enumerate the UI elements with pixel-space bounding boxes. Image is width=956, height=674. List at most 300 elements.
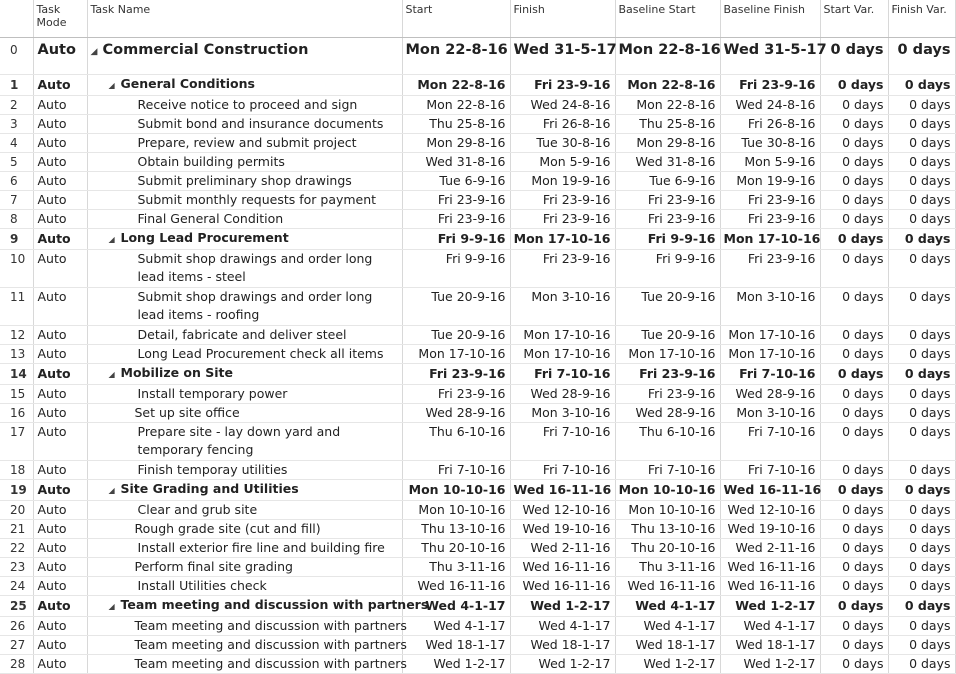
collapse-triangle-icon[interactable]: ◢ xyxy=(108,486,115,495)
start-variance-cell[interactable]: 0 days xyxy=(820,636,888,655)
baseline-finish-cell[interactable]: Fri 23-9-16 xyxy=(720,210,820,229)
task-name-cell[interactable] xyxy=(87,636,407,655)
task-name-cell[interactable] xyxy=(87,364,402,385)
start-cell[interactable]: Tue 20-9-16 xyxy=(402,288,510,326)
row-id[interactable]: 17 xyxy=(0,423,33,461)
task-mode-cell[interactable]: Auto xyxy=(33,461,87,480)
baseline-start-cell[interactable]: Mon 17-10-16 xyxy=(615,345,720,364)
task-name-cell[interactable] xyxy=(87,75,402,96)
finish-variance-cell[interactable]: 0 days xyxy=(888,596,955,617)
baseline-start-cell[interactable]: Wed 4-1-17 xyxy=(615,617,720,636)
row-id[interactable]: 15 xyxy=(0,385,33,404)
finish-variance-cell[interactable]: 0 days xyxy=(888,520,955,539)
finish-variance-cell[interactable]: 0 days xyxy=(888,461,955,480)
column-header-finish-variance[interactable]: Finish Var. xyxy=(888,0,955,38)
task-name-cell[interactable] xyxy=(87,134,402,153)
collapse-triangle-icon[interactable]: ◢ xyxy=(108,602,115,611)
task-mode-cell[interactable]: Auto xyxy=(33,636,87,655)
finish-cell[interactable]: Wed 18-1-17 xyxy=(510,636,615,655)
baseline-finish-cell[interactable]: Wed 16-11-16 xyxy=(720,480,820,501)
start-cell[interactable]: Thu 25-8-16 xyxy=(402,115,510,134)
finish-variance-cell[interactable]: 0 days xyxy=(888,423,955,461)
start-cell[interactable]: Mon 10-10-16 xyxy=(402,480,510,501)
baseline-finish-cell[interactable]: Fri 23-9-16 xyxy=(720,250,820,288)
baseline-finish-cell[interactable]: Wed 19-10-16 xyxy=(720,520,820,539)
baseline-start-cell[interactable]: Fri 23-9-16 xyxy=(615,385,720,404)
row-id[interactable]: 14 xyxy=(0,364,33,385)
baseline-finish-cell[interactable]: Wed 16-11-16 xyxy=(720,558,820,577)
baseline-finish-cell[interactable]: Fri 7-10-16 xyxy=(720,423,820,461)
task-row[interactable] xyxy=(0,558,955,577)
task-mode-cell[interactable]: Auto xyxy=(33,577,87,596)
baseline-start-cell[interactable]: Wed 1-2-17 xyxy=(615,655,720,674)
task-mode-cell[interactable]: Auto xyxy=(33,172,87,191)
baseline-start-cell[interactable]: Wed 4-1-17 xyxy=(615,596,720,617)
row-id[interactable]: 4 xyxy=(0,134,33,153)
finish-variance-cell[interactable]: 0 days xyxy=(888,480,955,501)
task-mode-cell[interactable]: Auto xyxy=(33,404,87,423)
start-variance-cell[interactable]: 0 days xyxy=(820,539,888,558)
task-mode-cell[interactable]: Auto xyxy=(33,520,87,539)
start-cell[interactable]: Fri 9-9-16 xyxy=(402,250,510,288)
finish-cell[interactable]: Mon 3-10-16 xyxy=(510,288,615,326)
row-id[interactable]: 23 xyxy=(0,558,33,577)
start-variance-cell[interactable]: 0 days xyxy=(820,423,888,461)
column-header-start[interactable]: Start xyxy=(402,0,510,38)
task-name-cell[interactable] xyxy=(87,115,402,134)
task-name-cell[interactable] xyxy=(87,501,402,520)
start-cell[interactable]: Wed 4-1-17 xyxy=(402,596,510,617)
start-cell[interactable]: Fri 9-9-16 xyxy=(402,229,510,250)
task-row[interactable] xyxy=(0,191,955,210)
finish-cell[interactable]: Mon 17-10-16 xyxy=(510,326,615,345)
task-mode-cell[interactable]: Auto xyxy=(33,539,87,558)
finish-cell[interactable]: Wed 16-11-16 xyxy=(510,577,615,596)
task-mode-cell[interactable]: Auto xyxy=(33,134,87,153)
finish-variance-cell[interactable]: 0 days xyxy=(888,153,955,172)
row-id[interactable]: 2 xyxy=(0,96,33,115)
task-mode-cell[interactable]: Auto xyxy=(33,326,87,345)
column-header-finish[interactable]: Finish xyxy=(510,0,615,38)
task-name-cell[interactable] xyxy=(87,96,402,115)
baseline-start-cell[interactable]: Fri 23-9-16 xyxy=(615,364,720,385)
start-cell[interactable]: Wed 1-2-17 xyxy=(402,655,510,674)
row-id[interactable]: 20 xyxy=(0,501,33,520)
baseline-start-cell[interactable]: Wed 16-11-16 xyxy=(615,577,720,596)
baseline-start-cell[interactable]: Wed 28-9-16 xyxy=(615,404,720,423)
finish-cell[interactable]: Wed 16-11-16 xyxy=(510,480,615,501)
baseline-finish-cell[interactable]: Mon 17-10-16 xyxy=(720,229,820,250)
finish-variance-cell[interactable]: 0 days xyxy=(888,38,955,75)
baseline-start-cell[interactable]: Tue 20-9-16 xyxy=(615,326,720,345)
task-row[interactable] xyxy=(0,520,955,539)
start-variance-cell[interactable]: 0 days xyxy=(820,404,888,423)
start-variance-cell[interactable]: 0 days xyxy=(820,596,888,617)
baseline-start-cell[interactable]: Mon 22-8-16 xyxy=(615,96,720,115)
task-mode-cell[interactable]: Auto xyxy=(33,596,87,617)
baseline-finish-cell[interactable]: Mon 19-9-16 xyxy=(720,172,820,191)
start-cell[interactable]: Fri 23-9-16 xyxy=(402,191,510,210)
column-header-id[interactable] xyxy=(0,0,33,38)
finish-variance-cell[interactable]: 0 days xyxy=(888,501,955,520)
row-id[interactable]: 6 xyxy=(0,172,33,191)
finish-cell[interactable]: Fri 23-9-16 xyxy=(510,250,615,288)
baseline-start-cell[interactable]: Tue 20-9-16 xyxy=(615,288,720,326)
baseline-start-cell[interactable]: Mon 29-8-16 xyxy=(615,134,720,153)
column-header-start-variance[interactable]: Start Var. xyxy=(820,0,888,38)
task-row[interactable] xyxy=(0,539,955,558)
collapse-triangle-icon[interactable]: ◢ xyxy=(108,370,115,379)
baseline-start-cell[interactable]: Thu 25-8-16 xyxy=(615,115,720,134)
finish-cell[interactable]: Mon 3-10-16 xyxy=(510,404,615,423)
task-name-cell[interactable] xyxy=(87,577,402,596)
baseline-finish-cell[interactable]: Wed 18-1-17 xyxy=(720,636,820,655)
finish-cell[interactable]: Wed 16-11-16 xyxy=(510,558,615,577)
column-header-baseline-start[interactable]: Baseline Start xyxy=(615,0,720,38)
baseline-start-cell[interactable]: Fri 9-9-16 xyxy=(615,250,720,288)
finish-variance-cell[interactable]: 0 days xyxy=(888,617,955,636)
task-mode-cell[interactable]: Auto xyxy=(33,96,87,115)
finish-variance-cell[interactable]: 0 days xyxy=(888,577,955,596)
task-mode-cell[interactable]: Auto xyxy=(33,345,87,364)
finish-cell[interactable]: Wed 1-2-17 xyxy=(510,596,615,617)
start-cell[interactable]: Wed 28-9-16 xyxy=(402,404,510,423)
start-cell[interactable]: Thu 6-10-16 xyxy=(402,423,510,461)
task-mode-cell[interactable]: Auto xyxy=(33,558,87,577)
finish-cell[interactable]: Wed 4-1-17 xyxy=(510,617,615,636)
row-id[interactable]: 21 xyxy=(0,520,33,539)
baseline-start-cell[interactable]: Mon 22-8-16 xyxy=(615,38,720,75)
start-variance-cell[interactable]: 0 days xyxy=(820,655,888,674)
task-name-cell[interactable] xyxy=(87,617,407,636)
row-id[interactable]: 18 xyxy=(0,461,33,480)
task-row[interactable] xyxy=(0,229,955,250)
start-cell[interactable]: Mon 22-8-16 xyxy=(402,75,510,96)
start-cell[interactable]: Mon 10-10-16 xyxy=(402,501,510,520)
task-row[interactable] xyxy=(0,96,955,115)
baseline-finish-cell[interactable]: Mon 17-10-16 xyxy=(720,326,820,345)
finish-variance-cell[interactable]: 0 days xyxy=(888,636,955,655)
baseline-finish-cell[interactable]: Mon 17-10-16 xyxy=(720,345,820,364)
column-header-baseline-finish[interactable]: Baseline Finish xyxy=(720,0,820,38)
start-cell[interactable]: Thu 3-11-16 xyxy=(402,558,510,577)
start-cell[interactable]: Mon 29-8-16 xyxy=(402,134,510,153)
finish-cell[interactable]: Fri 23-9-16 xyxy=(510,191,615,210)
baseline-start-cell[interactable]: Thu 6-10-16 xyxy=(615,423,720,461)
task-name-cell[interactable] xyxy=(87,326,402,345)
task-row[interactable] xyxy=(0,385,955,404)
finish-cell[interactable]: Fri 26-8-16 xyxy=(510,115,615,134)
baseline-start-cell[interactable]: Fri 23-9-16 xyxy=(615,210,720,229)
task-name-cell[interactable] xyxy=(87,345,402,364)
start-variance-cell[interactable]: 0 days xyxy=(820,480,888,501)
task-mode-cell[interactable]: Auto xyxy=(33,480,87,501)
row-id[interactable]: 12 xyxy=(0,326,33,345)
finish-variance-cell[interactable]: 0 days xyxy=(888,75,955,96)
finish-variance-cell[interactable]: 0 days xyxy=(888,191,955,210)
task-name-cell[interactable] xyxy=(87,172,402,191)
task-mode-cell[interactable]: Auto xyxy=(33,153,87,172)
finish-cell[interactable]: Wed 1-2-17 xyxy=(510,655,615,674)
row-id[interactable]: 19 xyxy=(0,480,33,501)
task-row[interactable] xyxy=(0,423,955,461)
collapse-triangle-icon[interactable]: ◢ xyxy=(90,47,98,57)
start-variance-cell[interactable]: 0 days xyxy=(820,364,888,385)
row-id[interactable]: 24 xyxy=(0,577,33,596)
task-row[interactable] xyxy=(0,345,955,364)
start-cell[interactable]: Wed 31-8-16 xyxy=(402,153,510,172)
finish-variance-cell[interactable]: 0 days xyxy=(888,210,955,229)
task-row[interactable] xyxy=(0,480,955,501)
task-mode-cell[interactable]: Auto xyxy=(33,191,87,210)
task-mode-cell[interactable]: Auto xyxy=(33,229,87,250)
finish-cell[interactable]: Mon 17-10-16 xyxy=(510,229,615,250)
finish-cell[interactable]: Wed 19-10-16 xyxy=(510,520,615,539)
baseline-finish-cell[interactable]: Wed 31-5-17 xyxy=(720,38,820,75)
task-mode-cell[interactable]: Auto xyxy=(33,501,87,520)
baseline-finish-cell[interactable]: Fri 23-9-16 xyxy=(720,191,820,210)
task-name-cell[interactable] xyxy=(87,229,402,250)
baseline-finish-cell[interactable]: Fri 26-8-16 xyxy=(720,115,820,134)
task-row[interactable] xyxy=(0,655,955,674)
baseline-finish-cell[interactable]: Wed 28-9-16 xyxy=(720,385,820,404)
start-variance-cell[interactable]: 0 days xyxy=(820,38,888,75)
start-variance-cell[interactable]: 0 days xyxy=(820,326,888,345)
finish-variance-cell[interactable]: 0 days xyxy=(888,288,955,326)
start-cell[interactable]: Fri 23-9-16 xyxy=(402,385,510,404)
row-id[interactable]: 0 xyxy=(0,38,33,75)
finish-variance-cell[interactable]: 0 days xyxy=(888,655,955,674)
baseline-start-cell[interactable]: Tue 6-9-16 xyxy=(615,172,720,191)
finish-variance-cell[interactable]: 0 days xyxy=(888,96,955,115)
task-name-cell[interactable] xyxy=(87,385,402,404)
task-mode-cell[interactable]: Auto xyxy=(33,288,87,326)
task-name-cell[interactable] xyxy=(87,596,429,617)
finish-variance-cell[interactable]: 0 days xyxy=(888,115,955,134)
task-name-cell[interactable] xyxy=(87,539,402,558)
task-name-cell[interactable] xyxy=(87,38,402,75)
task-row[interactable] xyxy=(0,617,955,636)
finish-cell[interactable]: Mon 17-10-16 xyxy=(510,345,615,364)
task-name-cell[interactable] xyxy=(87,423,402,461)
finish-variance-cell[interactable]: 0 days xyxy=(888,250,955,288)
start-variance-cell[interactable]: 0 days xyxy=(820,172,888,191)
task-mode-cell[interactable]: Auto xyxy=(33,250,87,288)
start-cell[interactable]: Wed 16-11-16 xyxy=(402,577,510,596)
finish-cell[interactable]: Fri 7-10-16 xyxy=(510,423,615,461)
baseline-finish-cell[interactable]: Mon 5-9-16 xyxy=(720,153,820,172)
row-id[interactable]: 27 xyxy=(0,636,33,655)
baseline-finish-cell[interactable]: Fri 23-9-16 xyxy=(720,75,820,96)
start-cell[interactable]: Fri 7-10-16 xyxy=(402,461,510,480)
row-id[interactable]: 26 xyxy=(0,617,33,636)
start-variance-cell[interactable]: 0 days xyxy=(820,288,888,326)
task-mode-cell[interactable]: Auto xyxy=(33,385,87,404)
start-variance-cell[interactable]: 0 days xyxy=(820,210,888,229)
task-row[interactable] xyxy=(0,172,955,191)
task-row[interactable] xyxy=(0,115,955,134)
task-row[interactable] xyxy=(0,326,955,345)
task-name-cell[interactable] xyxy=(87,210,402,229)
task-row[interactable] xyxy=(0,596,955,617)
task-name-cell[interactable] xyxy=(87,480,402,501)
task-name-cell[interactable] xyxy=(87,250,402,288)
start-cell[interactable]: Wed 4-1-17 xyxy=(402,617,510,636)
start-cell[interactable]: Tue 20-9-16 xyxy=(402,326,510,345)
start-variance-cell[interactable]: 0 days xyxy=(820,75,888,96)
start-cell[interactable]: Mon 22-8-16 xyxy=(402,96,510,115)
baseline-finish-cell[interactable]: Wed 4-1-17 xyxy=(720,617,820,636)
baseline-start-cell[interactable]: Mon 22-8-16 xyxy=(615,75,720,96)
finish-variance-cell[interactable]: 0 days xyxy=(888,134,955,153)
start-variance-cell[interactable]: 0 days xyxy=(820,229,888,250)
baseline-start-cell[interactable]: Fri 23-9-16 xyxy=(615,191,720,210)
baseline-finish-cell[interactable]: Wed 2-11-16 xyxy=(720,539,820,558)
finish-variance-cell[interactable]: 0 days xyxy=(888,172,955,191)
task-name-cell[interactable] xyxy=(87,558,402,577)
start-cell[interactable]: Thu 13-10-16 xyxy=(402,520,510,539)
column-header-task-name[interactable]: Task Name xyxy=(87,0,402,38)
task-row[interactable] xyxy=(0,250,955,288)
task-row[interactable] xyxy=(0,461,955,480)
task-row[interactable] xyxy=(0,38,955,75)
task-mode-cell[interactable]: Auto xyxy=(33,364,87,385)
baseline-start-cell[interactable]: Thu 3-11-16 xyxy=(615,558,720,577)
start-cell[interactable]: Fri 23-9-16 xyxy=(402,364,510,385)
row-id[interactable]: 28 xyxy=(0,655,33,674)
task-mode-cell[interactable]: Auto xyxy=(33,617,87,636)
start-variance-cell[interactable]: 0 days xyxy=(820,577,888,596)
collapse-triangle-icon[interactable]: ◢ xyxy=(108,235,115,244)
baseline-finish-cell[interactable]: Mon 3-10-16 xyxy=(720,404,820,423)
row-id[interactable]: 25 xyxy=(0,596,33,617)
row-id[interactable]: 13 xyxy=(0,345,33,364)
task-name-cell[interactable] xyxy=(87,520,402,539)
baseline-finish-cell[interactable]: Tue 30-8-16 xyxy=(720,134,820,153)
start-cell[interactable]: Mon 22-8-16 xyxy=(402,38,510,75)
start-variance-cell[interactable]: 0 days xyxy=(820,115,888,134)
task-mode-cell[interactable]: Auto xyxy=(33,115,87,134)
start-variance-cell[interactable]: 0 days xyxy=(820,153,888,172)
finish-cell[interactable]: Fri 7-10-16 xyxy=(510,364,615,385)
start-variance-cell[interactable]: 0 days xyxy=(820,617,888,636)
finish-variance-cell[interactable]: 0 days xyxy=(888,364,955,385)
baseline-start-cell[interactable]: Wed 18-1-17 xyxy=(615,636,720,655)
task-mode-cell[interactable]: Auto xyxy=(33,423,87,461)
task-row[interactable] xyxy=(0,636,955,655)
task-row[interactable] xyxy=(0,75,955,96)
finish-variance-cell[interactable]: 0 days xyxy=(888,404,955,423)
baseline-start-cell[interactable]: Fri 7-10-16 xyxy=(615,461,720,480)
start-variance-cell[interactable]: 0 days xyxy=(820,191,888,210)
baseline-start-cell[interactable]: Thu 20-10-16 xyxy=(615,539,720,558)
baseline-finish-cell[interactable]: Wed 24-8-16 xyxy=(720,96,820,115)
collapse-triangle-icon[interactable]: ◢ xyxy=(108,81,115,90)
column-header-task-mode[interactable]: Task Mode xyxy=(33,0,87,38)
finish-cell[interactable]: Wed 24-8-16 xyxy=(510,96,615,115)
finish-variance-cell[interactable]: 0 days xyxy=(888,539,955,558)
task-row[interactable] xyxy=(0,364,955,385)
row-id[interactable]: 1 xyxy=(0,75,33,96)
task-row[interactable] xyxy=(0,210,955,229)
start-cell[interactable]: Wed 18-1-17 xyxy=(402,636,510,655)
row-id[interactable]: 11 xyxy=(0,288,33,326)
finish-cell[interactable]: Mon 5-9-16 xyxy=(510,153,615,172)
finish-cell[interactable]: Wed 12-10-16 xyxy=(510,501,615,520)
task-name-cell[interactable] xyxy=(87,655,407,674)
task-name-cell[interactable] xyxy=(87,288,402,326)
task-name-cell[interactable] xyxy=(87,153,402,172)
task-row[interactable] xyxy=(0,404,955,423)
start-variance-cell[interactable]: 0 days xyxy=(820,501,888,520)
task-mode-cell[interactable]: Auto xyxy=(33,75,87,96)
start-cell[interactable]: Fri 23-9-16 xyxy=(402,210,510,229)
finish-cell[interactable]: Wed 2-11-16 xyxy=(510,539,615,558)
baseline-finish-cell[interactable]: Fri 7-10-16 xyxy=(720,461,820,480)
row-id[interactable]: 8 xyxy=(0,210,33,229)
task-row[interactable] xyxy=(0,153,955,172)
task-row[interactable] xyxy=(0,134,955,153)
finish-cell[interactable]: Mon 19-9-16 xyxy=(510,172,615,191)
finish-cell[interactable]: Wed 28-9-16 xyxy=(510,385,615,404)
row-id[interactable]: 9 xyxy=(0,229,33,250)
task-name-cell[interactable] xyxy=(87,404,402,423)
row-id[interactable]: 5 xyxy=(0,153,33,172)
baseline-finish-cell[interactable]: Mon 3-10-16 xyxy=(720,288,820,326)
task-row[interactable] xyxy=(0,577,955,596)
start-variance-cell[interactable]: 0 days xyxy=(820,96,888,115)
baseline-start-cell[interactable]: Fri 9-9-16 xyxy=(615,229,720,250)
finish-cell[interactable]: Fri 7-10-16 xyxy=(510,461,615,480)
baseline-finish-cell[interactable]: Fri 7-10-16 xyxy=(720,364,820,385)
start-variance-cell[interactable]: 0 days xyxy=(820,461,888,480)
start-variance-cell[interactable]: 0 days xyxy=(820,520,888,539)
baseline-start-cell[interactable]: Wed 31-8-16 xyxy=(615,153,720,172)
finish-cell[interactable]: Wed 31-5-17 xyxy=(510,38,615,75)
task-mode-cell[interactable]: Auto xyxy=(33,210,87,229)
finish-variance-cell[interactable]: 0 days xyxy=(888,229,955,250)
task-name-cell[interactable] xyxy=(87,191,402,210)
start-cell[interactable]: Tue 6-9-16 xyxy=(402,172,510,191)
row-id[interactable]: 16 xyxy=(0,404,33,423)
finish-cell[interactable]: Tue 30-8-16 xyxy=(510,134,615,153)
start-variance-cell[interactable]: 0 days xyxy=(820,134,888,153)
start-cell[interactable]: Mon 17-10-16 xyxy=(402,345,510,364)
finish-variance-cell[interactable]: 0 days xyxy=(888,345,955,364)
row-id[interactable]: 22 xyxy=(0,539,33,558)
finish-variance-cell[interactable]: 0 days xyxy=(888,385,955,404)
baseline-finish-cell[interactable]: Wed 1-2-17 xyxy=(720,655,820,674)
start-variance-cell[interactable]: 0 days xyxy=(820,385,888,404)
task-name-cell[interactable] xyxy=(87,461,402,480)
start-variance-cell[interactable]: 0 days xyxy=(820,250,888,288)
baseline-finish-cell[interactable]: Wed 1-2-17 xyxy=(720,596,820,617)
finish-variance-cell[interactable]: 0 days xyxy=(888,326,955,345)
task-mode-cell[interactable]: Auto xyxy=(33,655,87,674)
finish-cell[interactable]: Fri 23-9-16 xyxy=(510,75,615,96)
baseline-start-cell[interactable]: Thu 13-10-16 xyxy=(615,520,720,539)
finish-variance-cell[interactable]: 0 days xyxy=(888,558,955,577)
task-mode-cell[interactable]: Auto xyxy=(33,38,87,75)
baseline-start-cell[interactable]: Mon 10-10-16 xyxy=(615,480,720,501)
start-variance-cell[interactable]: 0 days xyxy=(820,558,888,577)
task-row[interactable] xyxy=(0,501,955,520)
baseline-finish-cell[interactable]: Wed 12-10-16 xyxy=(720,501,820,520)
baseline-start-cell[interactable]: Mon 10-10-16 xyxy=(615,501,720,520)
baseline-finish-cell[interactable]: Wed 16-11-16 xyxy=(720,577,820,596)
row-id[interactable]: 10 xyxy=(0,250,33,288)
start-variance-cell[interactable]: 0 days xyxy=(820,345,888,364)
